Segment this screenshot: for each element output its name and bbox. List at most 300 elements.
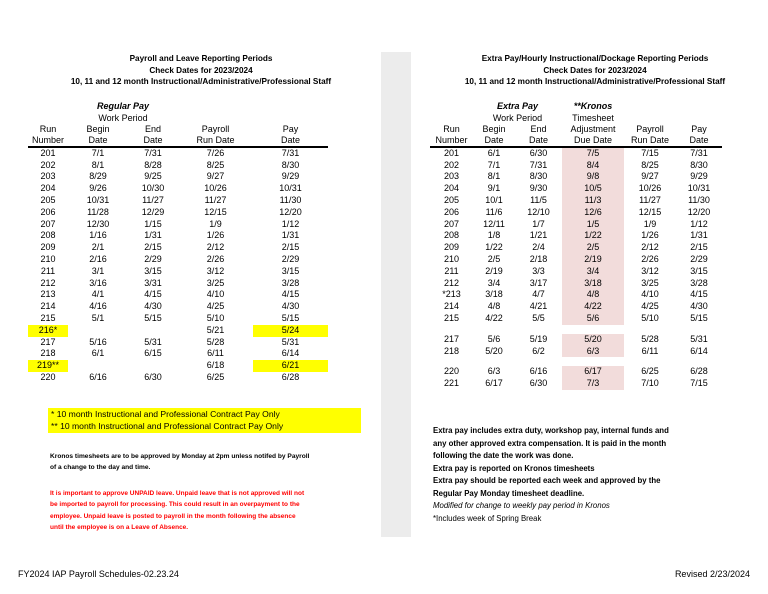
table-cell: 10/26 — [204, 183, 227, 194]
table-cell: 6/28 — [281, 371, 300, 382]
table-cell: 8/30 — [529, 171, 548, 182]
col-header: Date — [253, 135, 328, 147]
col-header: Payroll — [201, 123, 230, 134]
table-cell — [515, 357, 562, 366]
warning-line: employee. Unpaid leave is posted to payroll in the month following the absence — [50, 512, 296, 520]
table-row — [430, 147, 722, 160]
table-row — [430, 242, 722, 254]
extra-pay-rows — [430, 147, 722, 390]
table-cell — [676, 357, 722, 366]
table-cell: 8/30 — [690, 159, 708, 170]
left-title-line: 10, 11 and 12 month Instructional/Administrative/Professional Staff — [70, 77, 332, 87]
table-row — [28, 195, 328, 207]
subgroup-label: Regular Pay — [96, 100, 150, 111]
table-cell: 6/14 — [690, 345, 708, 356]
table-cell: 12/29 — [141, 206, 165, 217]
table-row — [430, 278, 722, 290]
table-cell: 9/26 — [89, 183, 107, 194]
table-cell: 2/16 — [89, 253, 107, 264]
table-cell — [68, 325, 128, 337]
table-row — [28, 171, 328, 183]
table-cell: 8/1 — [91, 159, 105, 170]
table-cell: 6/14 — [281, 348, 300, 359]
table-cell: 5/16 — [89, 336, 107, 347]
table-cell: 7/15 — [690, 378, 708, 389]
table-cell: 214 — [40, 301, 56, 312]
table-cell: 214 — [443, 301, 460, 312]
table-cell: 201 — [443, 147, 460, 158]
table-cell: 5/20 — [562, 334, 624, 346]
table-cell: 6/16 — [89, 371, 107, 382]
table-cell: 4/21 — [529, 301, 548, 312]
table-cell: 6/3 — [562, 346, 624, 358]
table-cell: 204 — [443, 183, 460, 194]
note-line: any other approved extra compensation. It is paid in the month — [433, 438, 667, 448]
table-cell: 11/27 — [204, 194, 227, 205]
col-header: Date — [68, 135, 128, 147]
table-cell: 208 — [40, 230, 56, 241]
col-header: Date — [515, 135, 562, 147]
table-cell: 1/31 — [144, 230, 162, 241]
table-cell: 217 — [443, 333, 460, 344]
right-title-line: Extra Pay/Hourly Instructional/Dockage Reporting Periods — [481, 54, 709, 63]
table-cell: 7/5 — [562, 147, 624, 160]
table-cell: 9/29 — [281, 171, 300, 182]
table-cell: 1/8 — [487, 230, 501, 241]
table-cell: 4/30 — [144, 301, 162, 312]
table-cell: 4/16 — [89, 301, 107, 312]
left-title — [28, 53, 374, 88]
table-cell: 212 — [40, 277, 56, 288]
table-cell: 218 — [40, 348, 56, 359]
table-cell: 2/29 — [281, 253, 300, 264]
table-cell: 4/22 — [485, 312, 503, 323]
col-header: Due Date — [562, 135, 624, 147]
table-cell — [430, 325, 473, 334]
table-cell: 207 — [443, 218, 460, 229]
table-cell: 215 — [40, 312, 56, 323]
table-cell: 202 — [443, 159, 460, 170]
table-cell: 221 — [443, 378, 460, 389]
table-cell: 2/12 — [206, 242, 225, 253]
table-cell: 3/4 — [487, 277, 501, 288]
kronos-approval-note — [50, 451, 360, 474]
table-cell: 11/6 — [485, 206, 503, 217]
table-cell: 5/6 — [562, 313, 624, 325]
table-cell: 12/10 — [527, 206, 550, 217]
col-header: Pay — [282, 123, 299, 134]
table-cell: 205 — [443, 194, 460, 205]
table-cell — [515, 325, 562, 334]
table-cell: 215 — [443, 312, 460, 323]
table-cell: 3/18 — [485, 289, 503, 300]
table-cell: 7/31 — [529, 159, 548, 170]
table-row — [28, 372, 328, 384]
note-line: ** 10 month Instructional and Professional Contract Pay Only — [51, 420, 284, 431]
table-row — [28, 325, 328, 337]
table-cell: 7/31 — [690, 147, 708, 158]
table-cell: 6/30 — [144, 371, 162, 382]
table-cell: 1/31 — [690, 230, 708, 241]
col-header: Date — [676, 135, 722, 147]
table-row — [430, 325, 722, 334]
right-title — [425, 53, 765, 88]
table-cell: 6/1 — [91, 348, 105, 359]
table-cell: 8/29 — [89, 171, 107, 182]
table-cell: 9/27 — [641, 171, 659, 182]
table-row — [430, 160, 722, 172]
table-cell — [562, 325, 624, 334]
table-cell — [473, 357, 515, 366]
table-cell: 5/24 — [253, 325, 328, 337]
table-cell — [624, 357, 676, 366]
table-cell: 6/16 — [529, 366, 548, 377]
table-cell: 6/25 — [206, 371, 225, 382]
table-cell: 2/18 — [529, 253, 548, 264]
table-cell: 201 — [40, 147, 56, 158]
table-cell: 11/28 — [87, 206, 109, 217]
note-line: *Includes week of Spring Break — [433, 513, 542, 523]
table-cell: 4/30 — [281, 301, 300, 312]
table-row — [28, 278, 328, 290]
table-cell: 211 — [444, 265, 459, 276]
table-cell: 2/1 — [91, 242, 105, 253]
table-cell: 1/26 — [206, 230, 225, 241]
col-header: Run Date — [624, 135, 676, 147]
right-title-line: 10, 11 and 12 month Instructional/Administrative/Professional Staff — [464, 77, 726, 87]
table-cell — [128, 360, 178, 372]
table-cell: 3/31 — [144, 277, 162, 288]
col-header: Run — [443, 123, 460, 134]
table-cell: 5/20 — [485, 345, 503, 356]
table-cell: 6/17 — [485, 378, 503, 389]
table-cell: 6/11 — [207, 348, 224, 359]
table-cell: 6/3 — [487, 366, 501, 377]
extra-pay-panel — [425, 53, 765, 390]
table-cell: 216* — [28, 325, 68, 337]
footer-revised-date: Revised 2/23/2024 — [674, 569, 750, 579]
table-cell: 208 — [443, 230, 460, 241]
extra-pay-notes — [433, 425, 733, 525]
table-cell: 5/10 — [641, 312, 659, 323]
table-cell: 2/4 — [532, 242, 545, 253]
table-cell: 2/19 — [562, 254, 624, 266]
col-header: End — [144, 123, 161, 134]
left-title-line: Payroll and Leave Reporting Periods — [129, 54, 273, 63]
regular-pay-panel — [28, 53, 374, 384]
left-title-line: Check Dates for 2023/2024 — [149, 65, 253, 75]
table-cell: 3/18 — [562, 278, 624, 290]
table-row — [430, 346, 722, 358]
table-cell: 9/1 — [487, 183, 501, 194]
table-cell: 209 — [40, 242, 56, 253]
table-cell: 5/15 — [144, 312, 162, 323]
table-cell: 204 — [40, 183, 56, 194]
table-cell: 2/26 — [641, 253, 659, 264]
table-cell: 5/5 — [532, 312, 545, 323]
table-cell: 9/25 — [144, 171, 162, 182]
table-cell: 6/30 — [529, 378, 548, 389]
table-cell: 11/3 — [562, 195, 624, 207]
table-row — [430, 230, 722, 242]
table-cell: 4/22 — [562, 301, 624, 313]
table-cell: 220 — [443, 366, 460, 377]
table-cell: 1/12 — [690, 218, 708, 229]
table-cell: 2/15 — [281, 242, 300, 253]
table-cell: 3/12 — [206, 265, 225, 276]
table-cell: 207 — [40, 218, 56, 229]
col-header: Number — [430, 135, 473, 147]
col-header: Date — [128, 135, 178, 147]
warning-line: until the employee is on a Leave of Absence. — [50, 523, 189, 531]
table-cell: 9/8 — [562, 171, 624, 183]
table-row — [28, 337, 328, 349]
table-cell: 3/25 — [641, 277, 659, 288]
table-cell: 4/15 — [690, 289, 708, 300]
col-header: Adjustment — [570, 123, 616, 134]
table-cell: 1/22 — [562, 230, 624, 242]
table-cell: 12/20 — [279, 206, 302, 217]
table-cell: 2/15 — [690, 242, 708, 253]
table-cell: 203 — [443, 171, 460, 182]
col-header: Payroll — [636, 123, 664, 134]
note-line: Kronos timesheets are to be approved by Monday at 2pm unless notifed by Payroll — [50, 453, 310, 460]
table-row — [28, 242, 328, 254]
table-cell: 3/16 — [89, 277, 107, 288]
note-line: * 10 month Instructional and Professional Contract Pay Only — [51, 409, 280, 419]
warning-line: It is important to approve UNPAID leave. Unpaid leave that is not approved will not — [50, 490, 305, 497]
note-line: following the date the work was done. — [433, 451, 574, 460]
table-cell: 3/4 — [562, 266, 624, 278]
table-row — [430, 357, 722, 366]
table-cell: 2/12 — [641, 242, 659, 253]
subgroup-label: Work Period — [492, 112, 543, 123]
table-cell — [473, 325, 515, 334]
table-cell: 5/6 — [487, 333, 501, 344]
regular-pay-rows — [28, 147, 328, 384]
table-cell: 3/17 — [529, 277, 548, 288]
table-cell: 4/1 — [91, 289, 105, 300]
table-cell — [624, 325, 676, 334]
table-cell: 5/28 — [641, 333, 659, 344]
table-cell: 11/27 — [142, 194, 164, 205]
table-cell: 1/21 — [529, 230, 548, 241]
table-cell — [676, 325, 722, 334]
table-cell: 210 — [443, 253, 460, 264]
unpaid-leave-warning — [50, 488, 362, 533]
table-cell: 3/15 — [144, 265, 162, 276]
table-row — [28, 360, 328, 372]
table-cell: 8/1 — [487, 171, 501, 182]
table-cell: 3/1 — [91, 265, 105, 276]
table-row — [28, 219, 328, 231]
table-cell: 209 — [443, 242, 460, 253]
table-cell: 5/19 — [529, 333, 548, 344]
table-cell: 2/29 — [690, 253, 708, 264]
subgroup-label: Work Period — [98, 112, 148, 123]
table-cell: 5/10 — [206, 312, 225, 323]
table-row — [28, 313, 328, 325]
col-header: Begin — [482, 123, 506, 134]
table-row — [430, 183, 722, 195]
table-cell: 6/11 — [641, 345, 659, 356]
table-cell: 7/26 — [206, 147, 225, 158]
regular-pay-table — [28, 100, 328, 384]
table-cell: 12/20 — [687, 206, 711, 217]
col-header: End — [530, 123, 547, 134]
table-cell: 217 — [40, 336, 56, 347]
table-cell: 206 — [443, 206, 460, 217]
table-cell: 9/27 — [206, 171, 225, 182]
table-row — [430, 313, 722, 325]
table-cell: 6/28 — [690, 366, 708, 377]
table-cell: 3/15 — [281, 265, 300, 276]
col-header: Timesheet — [572, 112, 614, 123]
table-cell: 10/26 — [638, 183, 662, 194]
table-cell: 12/15 — [204, 206, 227, 217]
table-cell: 3/3 — [532, 265, 545, 276]
table-row — [430, 171, 722, 183]
table-cell: 11/5 — [530, 194, 547, 205]
table-row — [430, 289, 722, 301]
table-cell: 7/3 — [562, 378, 624, 390]
table-cell: 2/26 — [206, 253, 225, 264]
table-cell: 4/25 — [206, 301, 225, 312]
table-cell: 9/30 — [529, 183, 548, 194]
table-cell: 220 — [40, 371, 56, 382]
table-row — [430, 266, 722, 278]
table-cell: 205 — [40, 194, 56, 205]
subgroup-label: Extra Pay — [496, 100, 539, 111]
table-cell: 8/30 — [281, 159, 300, 170]
table-cell: 3/15 — [690, 265, 708, 276]
table-cell: 1/31 — [281, 230, 300, 241]
table-row — [28, 301, 328, 313]
table-cell: 10/1 — [485, 194, 503, 205]
col-header: Pay — [691, 123, 707, 134]
table-cell: 10/31 — [687, 183, 711, 194]
table-cell: 4/15 — [144, 289, 162, 300]
table-cell: 4/15 — [281, 289, 300, 300]
table-row — [430, 334, 722, 346]
table-cell — [430, 357, 473, 366]
table-cell: 5/31 — [281, 336, 300, 347]
table-cell: 219** — [28, 360, 68, 372]
col-header: Run — [39, 123, 57, 134]
col-header: Date — [473, 135, 515, 147]
table-cell: 6/30 — [529, 147, 548, 158]
table-cell: 7/1 — [487, 159, 501, 170]
table-cell: 12/30 — [86, 218, 110, 229]
note-line: Extra pay should be reported each week and approved by the — [433, 476, 661, 485]
table-cell: 3/28 — [281, 277, 300, 288]
table-row — [28, 348, 328, 360]
table-cell: 218 — [443, 345, 460, 356]
table-cell: 211 — [40, 265, 56, 276]
table-cell: 5/15 — [281, 312, 300, 323]
table-cell: 7/1 — [91, 147, 105, 158]
note-line: Extra pay includes extra duty, workshop pay, internal funds and — [433, 426, 669, 435]
table-row — [28, 266, 328, 278]
table-cell: 1/26 — [641, 230, 659, 241]
table-row — [430, 378, 722, 390]
table-cell: 1/5 — [562, 219, 624, 231]
table-cell: 7/15 — [641, 147, 659, 158]
table-cell: 5/21 — [206, 324, 225, 335]
table-cell: 7/10 — [641, 378, 659, 389]
table-cell: 12/6 — [562, 207, 624, 219]
table-cell: 1/9 — [209, 218, 222, 229]
table-cell: 5/28 — [206, 336, 225, 347]
table-cell: 8/25 — [206, 159, 225, 170]
table-cell: 6/1 — [487, 147, 501, 158]
kronos-header: **Kronos — [573, 100, 613, 111]
note-line: Regular Pay Monday timesheet deadline. — [433, 488, 585, 498]
table-cell: 11/27 — [639, 194, 661, 205]
table-cell — [68, 360, 128, 372]
table-cell: 11/30 — [688, 194, 710, 205]
table-row — [430, 254, 722, 266]
table-cell: 2/15 — [144, 242, 162, 253]
table-cell: 10/31 — [279, 183, 302, 194]
table-row — [28, 289, 328, 301]
table-cell: 10/30 — [141, 183, 165, 194]
table-cell: 5/31 — [144, 336, 162, 347]
table-cell: 2/19 — [485, 265, 503, 276]
table-cell: 8/28 — [144, 159, 162, 170]
note-line: Modified for change to weekly pay period in Kronos — [433, 501, 610, 510]
table-cell: 8/4 — [562, 160, 624, 172]
right-title-line: Check Dates for 2023/2024 — [543, 65, 647, 75]
table-cell: 2/5 — [487, 253, 501, 264]
table-cell: 203 — [40, 171, 56, 182]
table-cell: 1/22 — [485, 242, 503, 253]
table-row — [430, 301, 722, 313]
table-cell: 6/21 — [253, 360, 328, 372]
contract-pay-notes — [48, 408, 361, 433]
table-cell: 6/25 — [641, 366, 659, 377]
table-cell: 213 — [40, 289, 56, 300]
table-cell: 1/7 — [532, 218, 545, 229]
table-cell: 7/31 — [281, 147, 300, 158]
table-row — [28, 160, 328, 172]
table-cell: 4/10 — [206, 289, 225, 300]
table-cell: 6/18 — [206, 360, 225, 371]
table-cell: 4/8 — [487, 301, 501, 312]
table-cell: 8/25 — [641, 159, 659, 170]
warning-line: be imported to payroll for processing. This could result in an overpayment to the — [50, 501, 300, 509]
note-line: of a change to the day and time. — [50, 464, 151, 472]
table-cell: 4/10 — [641, 289, 659, 300]
page-gutter — [381, 52, 411, 537]
table-row — [430, 207, 722, 219]
table-cell: 12/11 — [483, 218, 505, 229]
footer-document-name: FY2024 IAP Payroll Schedules-02.23.24 — [18, 569, 179, 579]
table-row — [28, 230, 328, 242]
table-row — [430, 366, 722, 378]
table-cell: 10/31 — [86, 194, 110, 205]
table-cell: 10/5 — [562, 183, 624, 195]
table-row — [28, 254, 328, 266]
table-cell: 5/1 — [91, 312, 105, 323]
table-cell: 212 — [443, 277, 460, 288]
table-row — [430, 195, 722, 207]
table-cell: 9/29 — [690, 171, 708, 182]
table-cell: 1/15 — [144, 218, 162, 229]
table-cell: 3/12 — [641, 265, 659, 276]
table-cell: *213 — [442, 289, 461, 300]
table-cell: 1/9 — [643, 218, 657, 229]
